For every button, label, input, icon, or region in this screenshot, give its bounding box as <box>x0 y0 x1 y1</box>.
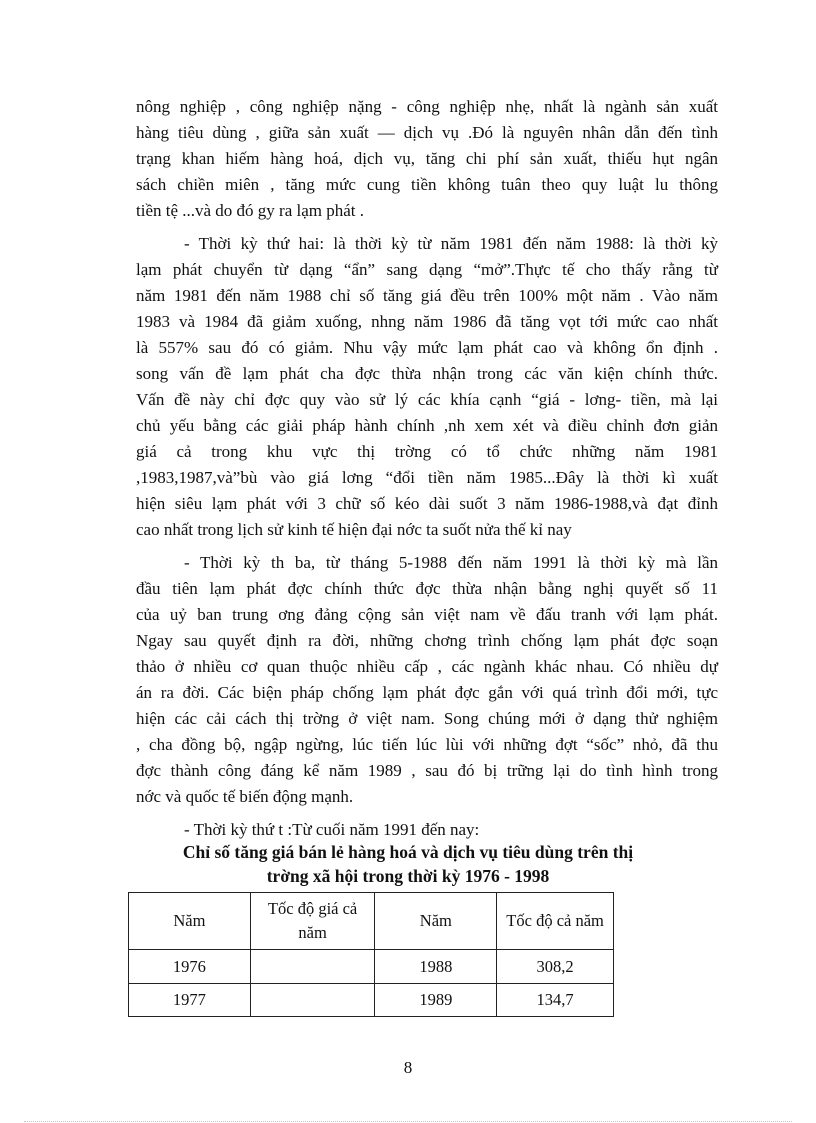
price-index-table <box>128 892 614 1017</box>
table-cell: 134,7 <box>497 984 614 1017</box>
table-cell <box>250 984 375 1017</box>
paragraph3-line-3: của uỷ ban trung ơng đảng cộng sản việt nam về đấu tranh với lạm phát. <box>136 605 718 624</box>
paragraph1-line-4: sách chiền miên , tăng mức cung tiền không tuân theo quy luật lu thông <box>136 175 718 194</box>
paragraph3-line-2: đầu tiên lạm phát đợc chính thức đợc thừa nhận bằng nghị quyết số 11 <box>136 579 718 598</box>
paragraph2-line-10: ,1983,1987,và”bù vào giá lơng “đổi tiền năm 1985...Đây là thời kì xuất <box>136 468 718 487</box>
table-title-line-1: Chỉ số tăng giá bán lẻ hàng hoá và dịch vụ tiêu dùng trên thị <box>182 842 634 862</box>
page-bottom-divider <box>24 1121 792 1122</box>
table-cell: 1988 <box>375 950 497 984</box>
table-row <box>129 950 614 984</box>
table-cell: 1989 <box>375 984 497 1017</box>
paragraph2-line-6: song vấn đề lạm phát cha đợc thừa nhận trong các văn kiện chính thức. <box>136 364 718 383</box>
table-row <box>129 984 614 1017</box>
header-year-1: Năm <box>129 893 251 950</box>
paragraph3-line-9: đợc thành công đáng kể năm 1989 , sau đó bị trững lại do tình hình trong <box>136 761 718 780</box>
paragraph1-line-3: trạng khan hiếm hàng hoá, dịch vụ, tăng chi phí sản xuất, thiếu hụt ngân <box>136 149 718 168</box>
table-title-line-2: trờng xã hội trong thời kỳ 1976 - 1998 <box>266 866 550 886</box>
paragraph2-line-5: là 557% sau đó có giảm. Nhu vậy mức lạm phát cao và không ổn định . <box>136 338 718 357</box>
paragraph3-line-7: hiện các cải cách thị trờng ở việt nam. Song chúng mới ở dạng thử nghiệm <box>136 709 718 728</box>
paragraph2-line-8: chủ yếu bằng các giải pháp hành chính ,nh xem xét và điều chỉnh đơn giản <box>136 416 718 435</box>
page-number: 8 <box>403 1058 413 1077</box>
paragraph3-line-4: Ngay sau quyết định ra đời, những chơng trình chống lạm phát đợc soạn <box>136 631 718 650</box>
paragraph3-line-8: , cha đồng bộ, ngập ngừng, lúc tiến lúc lùi với những đợt “sốc” nhỏ, đã thu <box>136 735 718 754</box>
paragraph1-line-1: nông nghiệp , công nghiệp nặng - công nghiệp nhẹ, nhất là ngành sản xuất <box>136 97 718 116</box>
header-rate-2: Tốc độ cả năm <box>497 893 614 950</box>
paragraph2-line-7: Vấn đề này chỉ đợc quy vào sử lý các khía cạnh “giá - lơng- tiền, mà lại <box>136 390 718 409</box>
paragraph3-line-6: án ra đời. Các biện pháp chống lạm phát đợc gắn với quá trình đổi mới, tực <box>136 683 718 702</box>
table-cell: 1976 <box>129 950 251 984</box>
paragraph2-line-3: năm 1981 đến năm 1988 chỉ số tăng giá đều trên 100% một năm . Vào năm <box>136 286 718 305</box>
paragraph2-line-11: hiện siêu lạm phát với 3 chữ số kéo dài suốt 3 năm 1986-1988,và đạt đỉnh <box>136 494 718 513</box>
paragraph4-line: - Thời kỳ thứ t :Từ cuối năm 1991 đến nay: <box>184 820 480 839</box>
paragraph2-line-9: giá cả trong khu vực thị trờng có tổ chức những năm 1981 <box>136 442 718 461</box>
table-cell: 308,2 <box>497 950 614 984</box>
table-header-row <box>129 893 614 950</box>
paragraph2-line-12: cao nhất trong lịch sử kinh tế hiện đại nớc ta suốt nửa thế kỉ nay <box>136 520 572 539</box>
paragraph1-line-5: tiền tệ ...và do đó gy ra lạm phát . <box>136 201 365 220</box>
paragraph3-line-5: thảo ở nhiều cơ quan thuộc nhiều cấp , các ngành khác nhau. Có nhiều dự <box>136 657 718 676</box>
paragraph2-line-4: 1983 và 1984 đã giảm xuống, nhng năm 1986 đã tăng vọt tới mức cao nhất <box>136 312 718 331</box>
paragraph1-line-2: hàng tiêu dùng , giữa sản xuất — dịch vụ .Đó là nguyên nhân dẫn đến tình <box>136 123 718 142</box>
paragraph2-line-1: - Thời kỳ thứ hai: là thời kỳ từ năm 1981 đến năm 1988: là thời kỳ <box>184 234 718 253</box>
paragraph3-line-10: nớc và quốc tế biến động mạnh. <box>136 787 354 806</box>
table-cell: 1977 <box>129 984 251 1017</box>
table-cell <box>250 950 375 984</box>
header-rate-1: Tốc độ giá cả năm <box>250 893 375 950</box>
header-year-2: Năm <box>375 893 497 950</box>
paragraph3-line-1: - Thời kỳ th ba, từ tháng 5-1988 đến năm 1991 là thời kỳ mà lần <box>184 553 718 572</box>
paragraph2-line-2: lạm phát chuyển từ dạng “ẩn” sang dạng “mở”.Thực tế cho thấy rằng từ <box>136 260 718 279</box>
